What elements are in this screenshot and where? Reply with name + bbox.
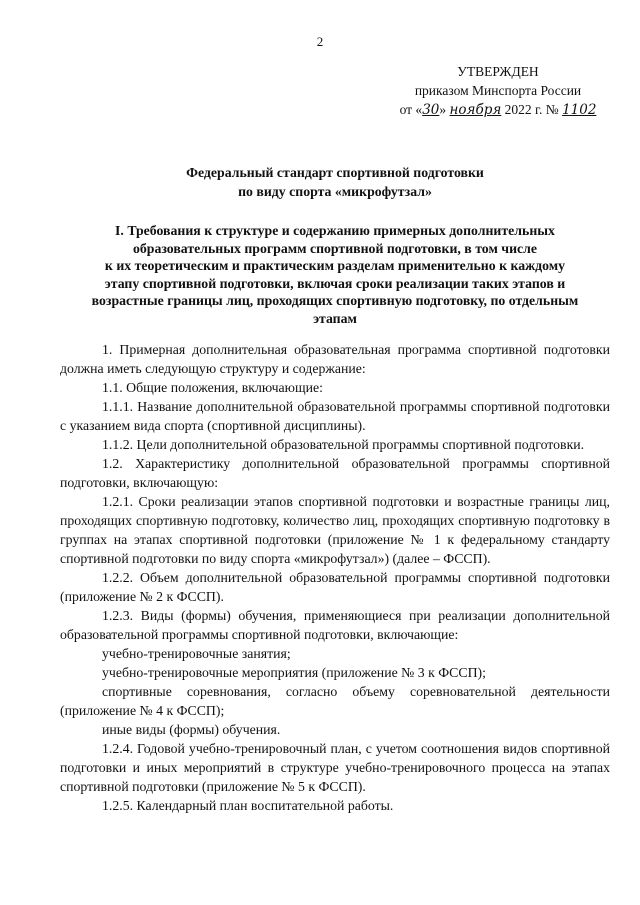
section-heading	[60, 222, 610, 327]
date-mid: »	[439, 102, 447, 117]
approval-date-line	[373, 100, 623, 120]
title-line: по виду спорта «микрофутзал»	[238, 183, 432, 199]
section-line: I. Требования к структуре и содержанию примерных дополнительных	[115, 223, 555, 238]
date-day: 30	[422, 102, 440, 118]
approval-block	[373, 62, 623, 120]
paragraph: 1.2.5. Календарный план воспитательной работы.	[102, 798, 394, 813]
paragraph: учебно-тренировочные мероприятия (приложение № 3 к ФССП);	[102, 665, 486, 680]
section-line: образовательных программ спортивной подготовки, в том числе	[132, 240, 538, 256]
paragraph: 1.2. Характеристику дополнительной образовательной программы спортивной подготовки, включающую:	[60, 456, 610, 490]
date-prefix: от «	[399, 102, 423, 117]
document-title	[60, 164, 610, 201]
approval-order-line: приказом Минспорта России	[414, 83, 582, 98]
section-line: этапу спортивной подготовки, включая сроки реализации таких этапов и	[104, 275, 566, 291]
paragraph: 1.2.2. Объем дополнительной образовательной программы спортивной подготовки (приложение № 2 к ФССП).	[60, 570, 610, 604]
section-line: к их теоретическим и практическим разделам применительно к каждому	[104, 258, 566, 273]
paragraph: учебно-тренировочные занятия;	[102, 646, 291, 661]
paragraph: 1. Примерная дополнительная образовательная программа спортивной подготовки должна иметь следующую структуру и содержание:	[60, 342, 610, 376]
document-body	[60, 340, 610, 815]
paragraph: 1.1. Общие положения, включающие:	[102, 380, 323, 395]
page-number: 2	[316, 34, 324, 49]
section-line: этапам	[313, 310, 357, 326]
order-number: 1102	[562, 102, 597, 118]
approval-heading: УТВЕРЖДЕН	[457, 64, 539, 79]
paragraph: спортивные соревнования, согласно объему соревновательной деятельности (приложение № 4 к ФССП);	[60, 684, 610, 718]
section-line: возрастные границы лиц, проходящих спортивную подготовку, по отдельным	[91, 293, 579, 308]
paragraph: 1.1.1. Название дополнительной образовательной программы спортивной подготовки с указанием вида спорта (спортивной дисциплины).	[60, 399, 610, 433]
paragraph: 1.2.1. Сроки реализации этапов спортивной подготовки и возрастные границы лиц, проходящих спортивную подготовку, количество лиц, проходящих спортивную подготовку в группах на этапах спортивной подготовки (приложение № 1 к федеральному стандарту спортивной подготовки по виду спорта «микрофутзал») (далее – ФССП).	[60, 494, 610, 566]
date-month: ноября	[449, 102, 502, 118]
paragraph: 1.2.4. Годовой учебно-тренировочный план, с учетом соотношения видов спортивной подготовки и иных мероприятий в структуре учебно-тренировочного процесса на этапах спортивной подготовки (приложение № 5 к ФССП).	[60, 741, 610, 794]
paragraph: 1.1.2. Цели дополнительной образовательной программы спортивной подготовки.	[102, 437, 585, 452]
paragraph: 1.2.3. Виды (формы) обучения, применяющиеся при реализации дополнительной образовательной программы спортивной подготовки, включающие:	[60, 608, 610, 642]
title-line: Федеральный стандарт спортивной подготовки	[186, 165, 484, 180]
date-year: 2022 г. №	[504, 102, 559, 117]
paragraph: иные виды (формы) обучения.	[102, 722, 281, 737]
